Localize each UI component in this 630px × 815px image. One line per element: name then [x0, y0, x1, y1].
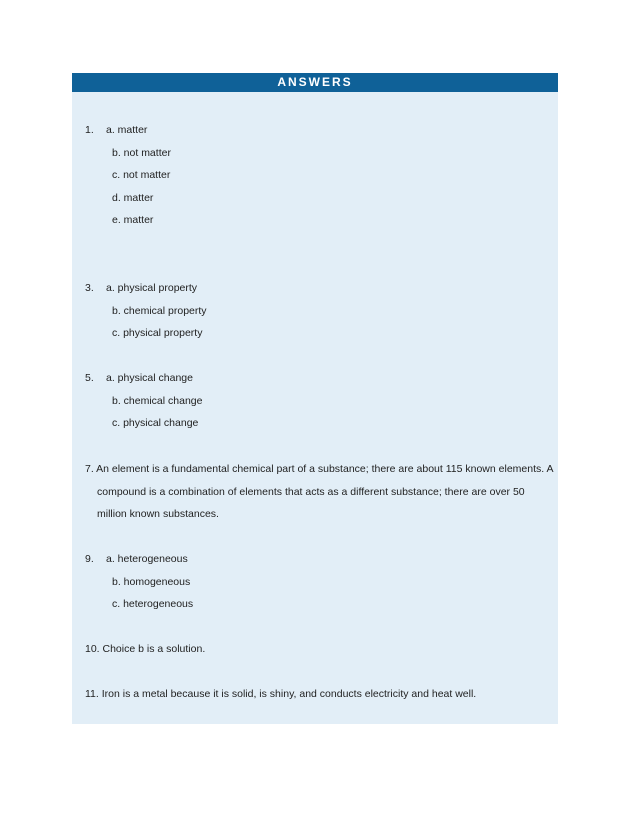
answer-1-d: d. matter — [112, 192, 154, 204]
answer-3-b: b. chemical property — [112, 305, 207, 317]
answer-9-a-text: a. heterogeneous — [106, 553, 188, 565]
answer-5-a-text: a. physical change — [106, 372, 193, 384]
answer-5-number: 5. — [85, 372, 94, 384]
answer-7-line-3: million known substances. — [97, 508, 219, 520]
answer-5-a — [85, 371, 193, 385]
answer-9-a — [85, 552, 188, 566]
answer-1-b: b. not matter — [112, 147, 171, 159]
answer-9-c: c. heterogeneous — [112, 598, 194, 610]
answer-5-b: b. chemical change — [112, 395, 203, 407]
answer-3-number: 3. — [85, 282, 94, 294]
answer-1-a — [85, 123, 147, 137]
answer-1-a-text: a. matter — [106, 124, 148, 136]
answer-3-c: c. physical property — [112, 327, 203, 339]
answer-11: 11. Iron is a metal because it is solid, is shiny, and conducts electricity and heat well. — [85, 688, 477, 700]
answer-1-c: c. not matter — [112, 169, 171, 181]
answer-9-number: 9. — [85, 553, 94, 565]
answer-9-b: b. homogeneous — [112, 576, 191, 588]
answer-3-a-text: a. physical property — [106, 282, 198, 294]
answer-5-c: c. physical change — [112, 417, 199, 429]
answer-7-line-2: compound is a combination of elements that acts as a different substance; there are over 50 — [97, 486, 525, 498]
answers-header: ANSWERS — [72, 73, 558, 92]
answer-3-a — [85, 281, 197, 295]
answer-10: 10. Choice b is a solution. — [85, 643, 206, 655]
answer-7-line-1: 7. An element is a fundamental chemical part of a substance; there are about 115 known elements. A — [85, 463, 554, 475]
answer-1-e: e. matter — [112, 214, 154, 226]
answer-1-number: 1. — [85, 124, 94, 136]
